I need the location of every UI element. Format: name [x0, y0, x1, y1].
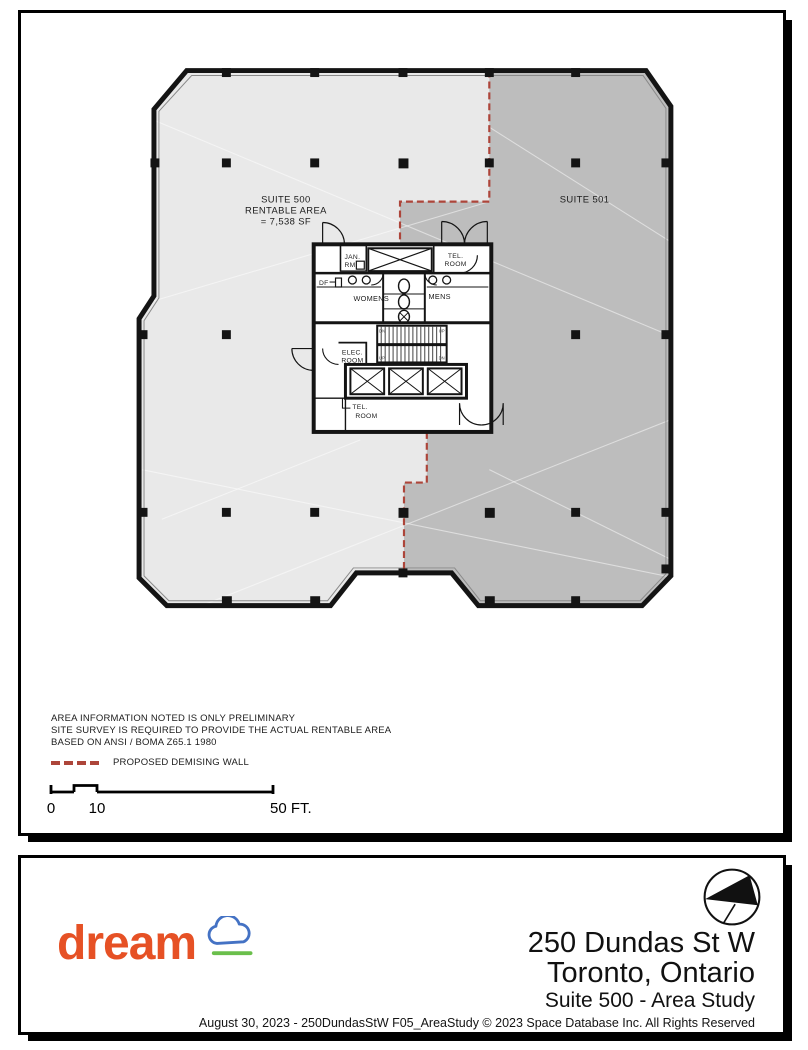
- stair-dn-label-2: DN: [438, 355, 445, 361]
- womens-label: WOMENS: [353, 293, 390, 303]
- scale-bar: [46, 768, 346, 820]
- address-line-1: 250 Dundas St W: [527, 927, 755, 959]
- north-arrow-icon: [701, 866, 763, 928]
- df-label: DF: [319, 280, 329, 288]
- plan-sheet: [18, 10, 786, 836]
- elec-room-label-2: ROOM: [341, 357, 364, 365]
- preliminary-notes: [51, 713, 391, 749]
- suite-500-label: SUITE 500: [261, 193, 311, 205]
- jan-room-label-1: JAN.: [344, 254, 361, 262]
- suite-500-area-value: = 7,538 SF: [260, 215, 312, 227]
- stair-up-label-2: UP: [379, 355, 385, 361]
- demising-wall-swatch: [51, 760, 105, 766]
- scale-ten-label: 10: [88, 800, 106, 817]
- demising-wall-label: PROPOSED DEMISING WALL: [113, 757, 250, 768]
- floor-plan: [21, 13, 783, 833]
- title-block-sheet: [18, 855, 786, 1035]
- legend: [51, 757, 249, 768]
- title-block: [199, 928, 755, 1031]
- study-subtitle: Suite 500 - Area Study: [544, 989, 755, 1012]
- jan-room-label-2: RM: [344, 262, 356, 270]
- stair-up-label: UP: [438, 328, 445, 334]
- note-line-3: BASED ON ANSI / BOMA Z65.1 1980: [51, 737, 217, 748]
- tel-room-bottom-label-2: ROOM: [355, 413, 378, 421]
- note-line-1: AREA INFORMATION NOTED IS ONLY PRELIMINARY: [51, 713, 296, 724]
- note-line-2: SITE SURVEY IS REQUIRED TO PROVIDE THE ACTUAL RENTABLE AREA: [51, 725, 392, 736]
- copyright-line: August 30, 2023 - 250DundasStW F05_AreaStudy © 2023 Space Database Inc. All Rights Reserved: [198, 1016, 755, 1030]
- tel-room-top-label-1: TEL.: [447, 253, 464, 261]
- scale-fifty-label: 50 FT.: [270, 800, 312, 817]
- tel-room-top-label-2: ROOM: [444, 261, 467, 269]
- dream-logo-text: dream: [57, 917, 197, 970]
- mens-label: MENS: [428, 291, 451, 301]
- address-line-2: Toronto, Ontario: [547, 957, 755, 989]
- elec-room-label-1: ELEC.: [341, 349, 363, 357]
- tel-room-bottom-label-1: TEL.: [352, 404, 368, 412]
- suite-501-label: SUITE 501: [559, 193, 610, 205]
- scale-zero-label: 0: [46, 800, 56, 817]
- suite-500-rentable-label: RENTABLE AREA: [245, 204, 327, 216]
- building-core: [292, 221, 503, 431]
- stair-dn-label: DN: [379, 328, 386, 334]
